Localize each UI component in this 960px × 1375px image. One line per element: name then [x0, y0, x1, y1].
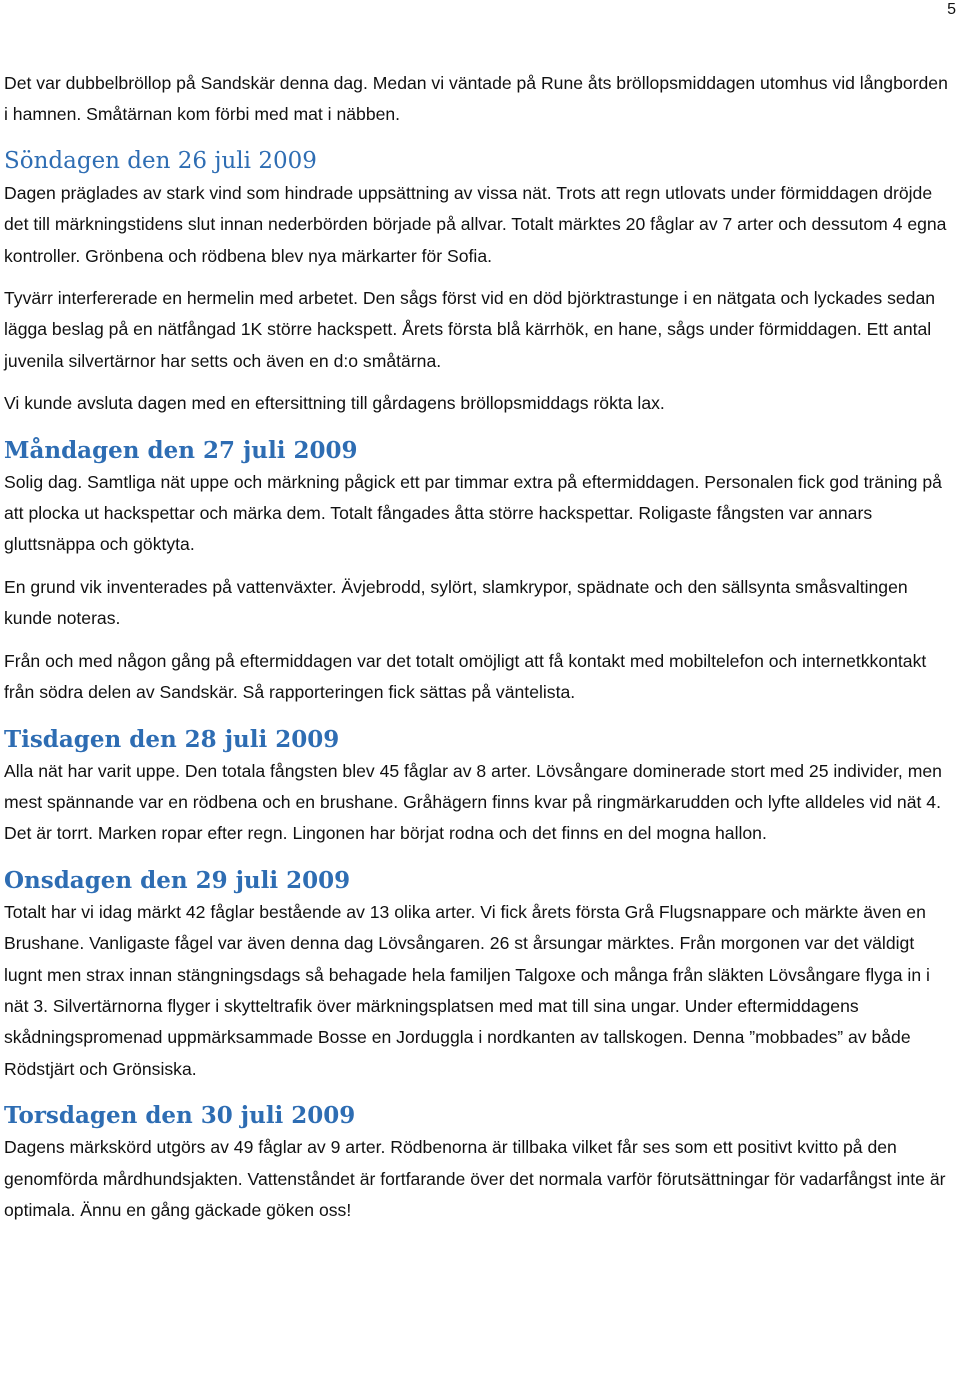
entry-2009-07-28 — [4, 723, 954, 850]
document-body — [4, 68, 954, 1226]
entry-heading: Onsdagen den 29 juli 2009 — [4, 866, 351, 894]
entry-2009-07-26 — [4, 145, 954, 420]
entry-heading: Torsdagen den 30 juli 2009 — [4, 1102, 356, 1130]
entry-2009-07-30 — [4, 1099, 954, 1226]
entry-2009-07-27 — [4, 434, 954, 709]
entry-heading: Tisdagen den 28 juli 2009 — [4, 725, 340, 753]
entry-paragraph: Vi kunde avsluta dagen med en eftersittning till gårdagens bröllopsmiddags rökta lax. — [4, 393, 665, 414]
entry-paragraph: Alla nät har varit uppe. Den totala fångsten blev 45 fåglar av 8 arter. Lövsångare dominerade stort med 25 individer, men mest spännande var en rödbena och en brushane. Gråhägern finns kvar på ringmärkarudden och lyfte alldeles vid nät 4. Det är torrt. Marken ropar efter regn. Lingonen har börjat rodna och det finns en del mogna hallon. — [4, 760, 942, 844]
entry-paragraph: Tyvärr interfererade en hermelin med arbetet. Den sågs först vid en död björktrastunge i en nätgata och lyckades sedan lägga beslag på en nätfångad 1K större hackspett. Årets första blå kärrhök, en hane, sågs under förmiddagen. Ett antal juvenila silvertärnor har setts och även en d:o småtärna. — [4, 288, 936, 371]
entry-paragraph: Från och med någon gång på eftermiddagen var det totalt omöjligt att få kontakt med mobiltelefon och internetkkontakt från södra delen av Sandskär. Så rapporteringen fick sättas på väntelista. — [4, 650, 927, 703]
intro-paragraph: Det var dubbelbröllop på Sandskär denna dag. Medan vi väntade på Rune åts bröllopsmiddagen utomhus vid långborden i hamnen. Småtärnan kom förbi med mat i näbben. — [4, 73, 948, 125]
entry-paragraph: Solig dag. Samtliga nät uppe och märkning pågick ett par timmar extra på eftermiddagen. Personalen fick god träning på att plocka ut hackspettar och märka dem. Totalt fångades åtta större hackspettar. Roligaste fångsten var annars gluttsnäppa och göktyta. — [4, 471, 942, 555]
entry-paragraph: Totalt har vi idag märkt 42 fåglar bestående av 13 olika arter. Vi fick årets första Grå Flugsnappare och märkte även en Brushane. Vanligaste fågel var även denna dag Lövsångaren. 26 st årsungar märktes. Från morgonen var det väldigt lugnt men strax innan stängningsdags så behagade hela familjen Talgoxe och många från släkten Lövsångare flyga in i nät 3. Silvertärnorna flyger i skytteltrafik över märkningsplatsen med mat till sina ungar. Under eftermiddagens skådningspromenad uppmärksammade Bosse en Jorduggla i nordkanten av tallskogen. Denna ”mobbades” av både Rödstjärt och Grönsiska. — [4, 901, 930, 1079]
entry-2009-07-29 — [4, 864, 954, 1085]
entry-heading: Måndagen den 27 juli 2009 — [4, 436, 358, 464]
page-number: 5 — [947, 1, 956, 18]
entry-paragraph: Dagen präglades av stark vind som hindrade uppsättning av vissa nät. Trots att regn utlovats under förmiddagen dröjde det till märkningstidens slut innan nederbörden började på allvar. Totalt märktes 20 fåglar av 7 arter och dessutom 4 egna kontroller. Grönbena och rödbena blev nya märkarter för Sofia. — [4, 182, 947, 266]
entry-heading: Söndagen den 26 juli 2009 — [4, 147, 317, 174]
entry-paragraph: Dagens märkskörd utgörs av 49 fåglar av 9 arter. Rödbenorna är tillbaka vilket får ses som ett positivt kvitto på den genomförda mårdhundsjakten. Vattenståndet är fortfarande över det normala varför förutsättningar för vadarfångst inte är optimala. Ännu en gång gäckade göken oss! — [4, 1137, 946, 1220]
entry-paragraph: En grund vik inventerades på vattenväxter. Ävjebrodd, sylört, slamkrypor, spädnate och den sällsynta småsvaltingen kunde noteras. — [4, 576, 908, 629]
